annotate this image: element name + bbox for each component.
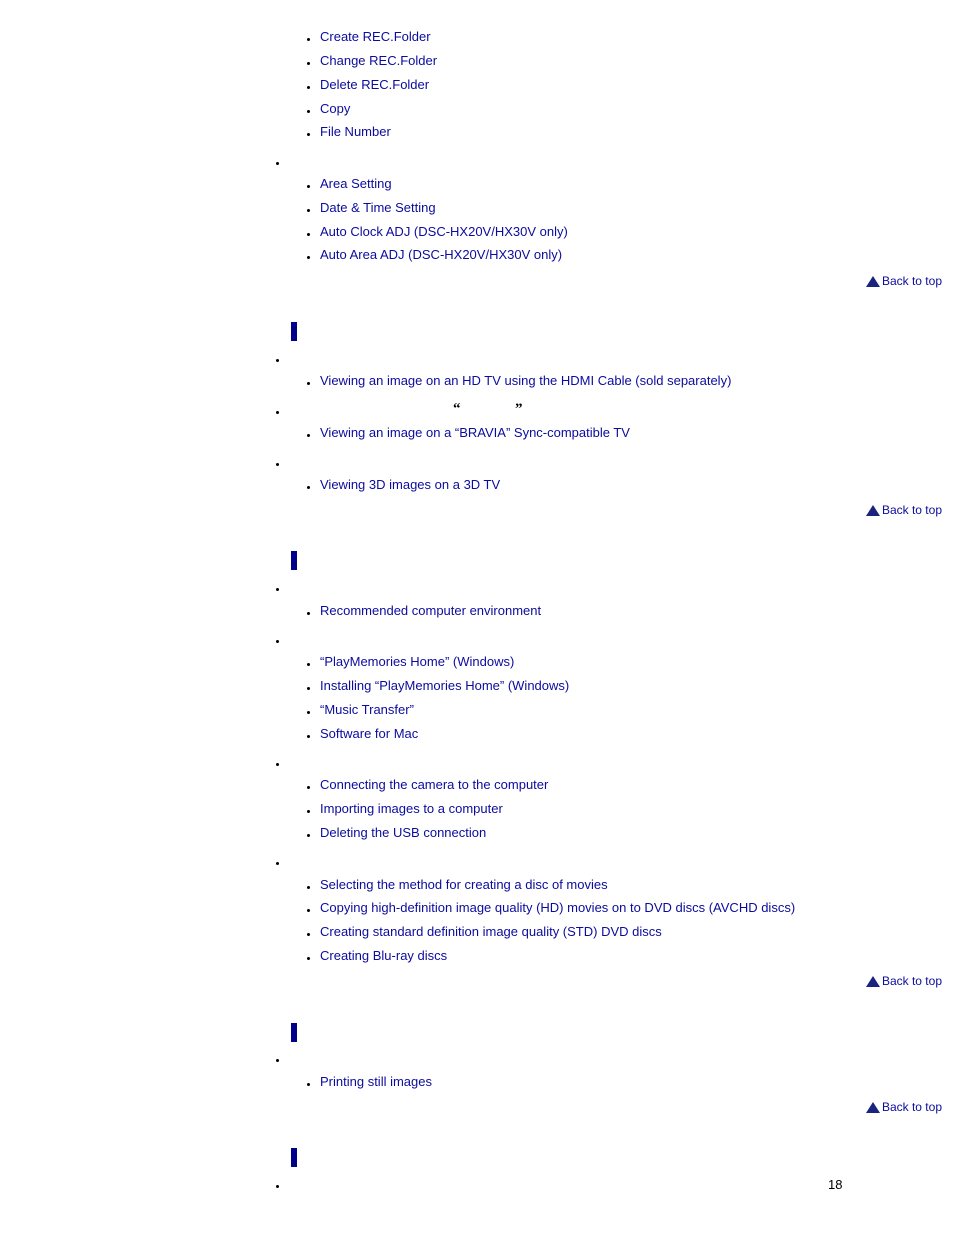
link-selecting-disc-method[interactable]: Selecting the method for creating a disc of movies	[320, 877, 608, 892]
link-change-rec-folder[interactable]: Change REC.Folder	[320, 53, 438, 68]
list-bullet	[276, 862, 279, 865]
list-bullet	[276, 411, 279, 414]
close-quote: ”	[515, 401, 523, 417]
back-to-top-label: Back to top	[881, 503, 942, 517]
up-triangle-icon	[866, 1102, 880, 1113]
link-importing-images[interactable]: Importing images to a computer	[320, 801, 503, 816]
link-file-number[interactable]: File Number	[320, 124, 391, 139]
page-number: 18	[828, 1177, 843, 1192]
link-auto-clock-adj[interactable]: Auto Clock ADJ (DSC-HX20V/HX30V only)	[320, 224, 568, 239]
link-software-for-mac[interactable]: Software for Mac	[320, 726, 419, 741]
back-to-top-label: Back to top	[881, 274, 942, 288]
link-auto-area-adj[interactable]: Auto Area ADJ (DSC-HX20V/HX30V only)	[320, 247, 563, 262]
link-create-rec-folder[interactable]: Create REC.Folder	[320, 29, 431, 44]
link-copying-hd-avchd[interactable]: Copying high-definition image quality (HD) movies on to DVD discs (AVCHD discs)	[320, 900, 796, 915]
section-heading-bar	[291, 322, 297, 341]
link-connecting-camera[interactable]: Connecting the camera to the computer	[320, 777, 549, 792]
link-music-transfer[interactable]: “Music Transfer”	[320, 702, 414, 717]
back-to-top-label: Back to top	[881, 974, 942, 988]
link-printing-still-images[interactable]: Printing still images	[320, 1074, 432, 1089]
list-bullet	[276, 588, 279, 591]
back-to-top-link[interactable]	[866, 274, 942, 288]
up-triangle-icon	[866, 976, 880, 987]
list-bullet	[276, 640, 279, 643]
link-delete-rec-folder[interactable]: Delete REC.Folder	[320, 77, 430, 92]
back-to-top-link[interactable]	[866, 1100, 942, 1114]
back-to-top-label: Back to top	[881, 1100, 942, 1114]
back-to-top-link[interactable]	[866, 974, 942, 988]
list-bullet	[276, 763, 279, 766]
link-recommended-environment[interactable]: Recommended computer environment	[320, 603, 542, 618]
link-installing-playmemories[interactable]: Installing “PlayMemories Home” (Windows)	[320, 678, 570, 693]
link-copy[interactable]: Copy	[320, 101, 351, 116]
section-heading-bar	[291, 1023, 297, 1042]
link-hd-tv-hdmi[interactable]: Viewing an image on an HD TV using the HDMI Cable (sold separately)	[320, 373, 732, 388]
list-bullet	[276, 162, 279, 165]
section-heading-bar	[291, 551, 297, 570]
link-bravia-sync[interactable]: Viewing an image on a “BRAVIA” Sync-compatible TV	[320, 425, 630, 440]
up-triangle-icon	[866, 505, 880, 516]
link-area-setting[interactable]: Area Setting	[320, 176, 392, 191]
back-to-top-link[interactable]	[866, 503, 942, 517]
list-bullet	[276, 463, 279, 466]
open-quote: “	[453, 401, 461, 417]
link-creating-std-dvd[interactable]: Creating standard definition image quality (STD) DVD discs	[320, 924, 662, 939]
link-deleting-usb[interactable]: Deleting the USB connection	[320, 825, 487, 840]
list-bullet	[276, 359, 279, 362]
list-bullet	[276, 1059, 279, 1062]
link-3d-tv[interactable]: Viewing 3D images on a 3D TV	[320, 477, 501, 492]
list-bullet	[276, 1185, 279, 1188]
link-creating-bluray[interactable]: Creating Blu-ray discs	[320, 948, 448, 963]
up-triangle-icon	[866, 276, 880, 287]
section-heading-bar	[291, 1148, 297, 1167]
link-playmemories-home[interactable]: “PlayMemories Home” (Windows)	[320, 654, 515, 669]
link-date-time-setting[interactable]: Date & Time Setting	[320, 200, 436, 215]
